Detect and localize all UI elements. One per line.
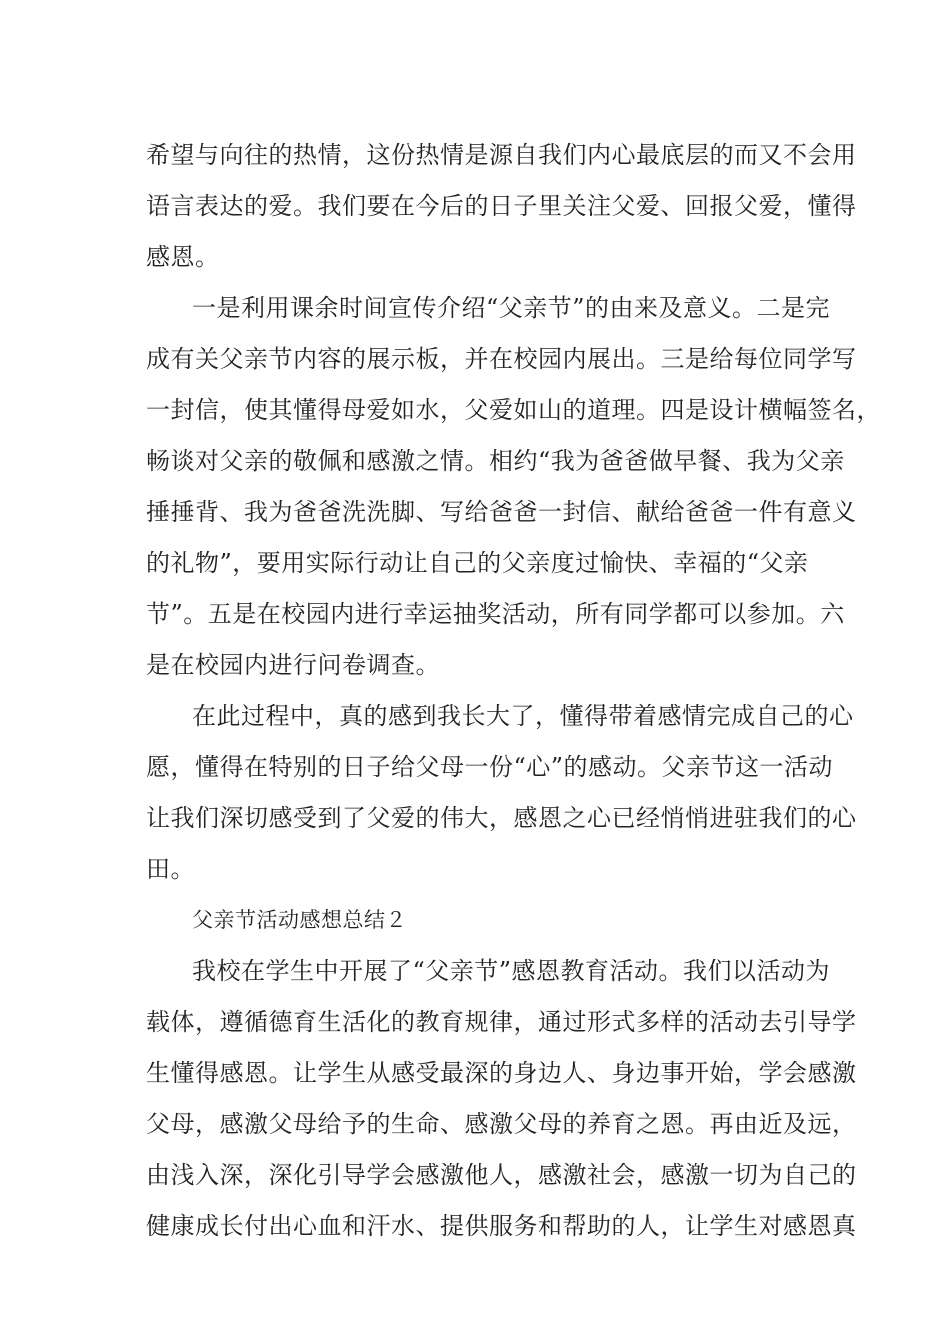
text-line: 让我们深切感受到了父爱的伟大，感恩之心已经悄悄进驻我们的心 (146, 804, 857, 832)
paragraph-first-line: 我校在学生中开展了“父亲节”感恩教育活动。我们以活动为 (192, 957, 831, 985)
document-body (146, 130, 881, 1252)
text-line: 成有关父亲节内容的展示板，并在校园内展出。三是给每位同学写 (146, 345, 857, 373)
text-line: 畅谈对父亲的敬佩和感激之情。相约“我为爸爸做早餐、我为父亲 (146, 447, 845, 475)
text-line: 健康成长付出心血和汗水、提供服务和帮助的人，让学生对感恩真 (146, 1212, 857, 1240)
text-line: 的礼物”，要用实际行动让自己的父亲度过愉快、幸福的“父亲 (146, 549, 809, 577)
text-line: 是在校园内进行问卷调查。 (146, 651, 440, 679)
text-line: 父母，感激父母给予的生命、感激父母的养育之恩。再由近及远， (146, 1110, 857, 1138)
paragraph-first-line: 在此过程中，真的感到我长大了，懂得带着感情完成自己的心 (192, 702, 854, 730)
text-line: 愿，懂得在特别的日子给父母一份“心”的感动。父亲节这一活动 (146, 753, 834, 781)
text-line: 感恩。 (146, 243, 220, 271)
text-line: 一封信，使其懂得母爱如水，父爱如山的道理。四是设计横幅签名， (146, 396, 881, 424)
text-line: 由浅入深，深化引导学会感激他人，感激社会，感激一切为自己的 (146, 1161, 857, 1189)
text-line: 生懂得感恩。让学生从感受最深的身边人、身边事开始，学会感激 (146, 1059, 857, 1087)
text-line: 田。 (146, 855, 195, 883)
text-line: 节”。五是在校园内进行幸运抽奖活动，所有同学都可以参加。六 (146, 600, 845, 628)
text-line: 语言表达的爱。我们要在今后的日子里关注父爱、回报父爱，懂得 (146, 192, 857, 220)
paragraph-first-line: 一是利用课余时间宣传介绍“父亲节”的由来及意义。二是完 (192, 294, 831, 322)
section-heading: 父亲节活动感想总结２ (192, 908, 407, 932)
text-line: 希望与向往的热情，这份热情是源自我们内心最底层的而又不会用 (146, 141, 857, 169)
text-line: 捶捶背、我为爸爸洗洗脚、写给爸爸一封信、献给爸爸一件有意义 (146, 498, 857, 526)
text-line: 载体，遵循德育生活化的教育规律，通过形式多样的活动去引导学 (146, 1008, 857, 1036)
